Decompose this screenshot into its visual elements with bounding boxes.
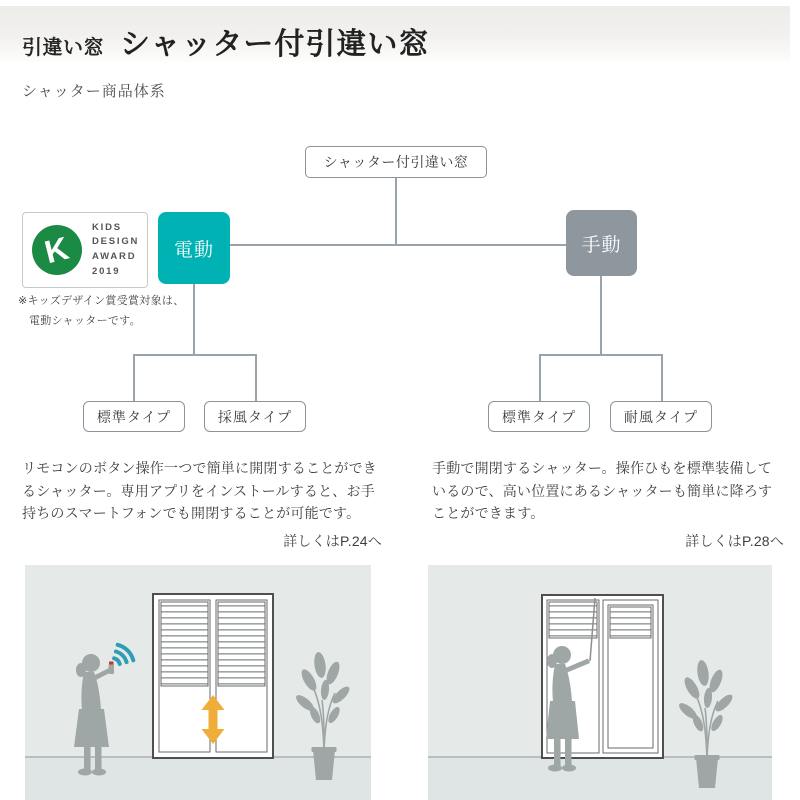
award-line-4: 2019 (92, 265, 121, 277)
connector-manual-vertical (600, 276, 602, 355)
award-line-1: KIDS (92, 221, 122, 233)
kids-design-award-logo-icon (32, 225, 82, 275)
illustration-manual-shutter (428, 565, 772, 800)
page-title: シャッター付引違い窓 (120, 28, 430, 61)
section-title: シャッター商品体系 (22, 83, 166, 100)
diagram-node-electric-standard-type: 標準タイプ (83, 401, 185, 432)
connector-manual-horizontal (539, 354, 663, 356)
more-link-electric: 詳しくはP.24へ (283, 533, 382, 550)
description-manual-text: 手動で開閉するシャッター。操作ひもを標準装備しているので、高い位置にあるシャッターも簡単に降ろすことができます。 (432, 460, 773, 522)
award-line-2: DESIGN (92, 236, 140, 248)
connector-root-vertical (395, 178, 397, 245)
diagram-node-manual-standard-type: 標準タイプ (488, 401, 590, 432)
award-text (92, 221, 139, 280)
diagram-node-manual-windproof-type: 耐風タイプ (610, 401, 712, 432)
diagram-node-electric-ventilation-type: 採風タイプ (204, 401, 306, 432)
connector-manual-stub-right (661, 354, 663, 401)
more-link-manual: 詳しくはP.28へ (685, 533, 784, 550)
illustration-electric-shutter (25, 565, 371, 800)
floor (428, 757, 772, 800)
description-electric-text: リモコンのボタン操作一つで簡単に開閉することができるシャッター。専用アプリをインストールすると、お手持ちのスマートフォンでも開閉することが可能です。 (22, 460, 377, 522)
connector-electric-stub-left (133, 354, 135, 401)
diagram-node-electric: 電動 (158, 212, 230, 284)
kids-design-award-badge (22, 212, 148, 288)
connector-electric-horizontal (133, 354, 257, 356)
award-note (18, 292, 185, 332)
shutter-graphic (153, 594, 273, 758)
header-category-label: 引違い窓 (22, 37, 104, 59)
connector-manual-stub-left (539, 354, 541, 401)
award-line-3: AWARD (92, 251, 137, 262)
connector-main-horizontal (229, 244, 567, 246)
diagram-root-node: シャッター付引違い窓 (305, 146, 487, 178)
award-note-line-1: ※キッズデザイン賞受賞対象は、 (18, 295, 185, 307)
diagram-node-manual: 手動 (566, 210, 637, 276)
award-note-line-2: 電動シャッターです。 (29, 314, 141, 327)
page-header (0, 6, 790, 62)
connector-electric-vertical (193, 284, 195, 355)
description-electric (22, 457, 382, 553)
description-manual (432, 457, 784, 553)
wifi-signal-icon (114, 645, 133, 664)
award-logo-letter: K (41, 229, 73, 271)
connector-electric-stub-right (255, 354, 257, 401)
